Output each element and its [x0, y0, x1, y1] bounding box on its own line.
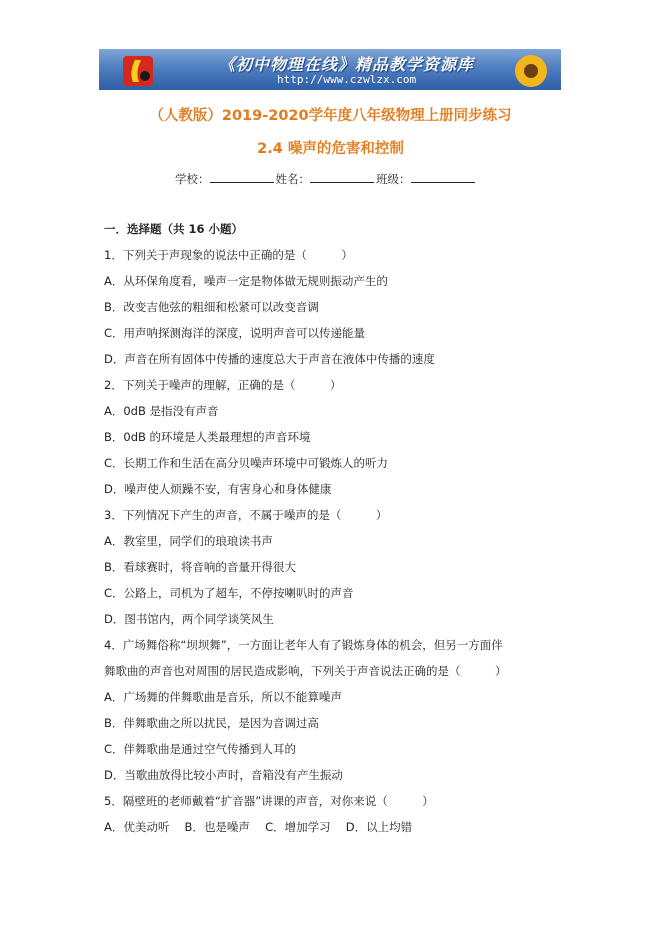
question-line: C．伴舞歌曲是通过空气传播到人耳的 — [104, 742, 297, 756]
question-line: 3．下列情况下产生的声音，不属于噪声的是（ ） — [104, 508, 388, 522]
class-blank — [411, 171, 475, 183]
section-heading: 一．选择题（共 16 小题） — [104, 222, 244, 236]
question-line: 4．广场舞俗称“坝坝舞”，一方面让老年人有了锻炼身体的机会，但另一方面伴 — [104, 638, 503, 652]
header-banner — [99, 49, 561, 90]
question-line: C．长期工作和生活在高分贝噪声环境中可锻炼人的听力 — [104, 456, 389, 470]
question-line: D．噪声使人烦躁不安，有害身心和身体健康 — [104, 482, 332, 496]
question-line: 2．下列关于噪声的理解，正确的是（ ） — [104, 378, 342, 392]
school-blank — [210, 171, 274, 183]
question-line: A．优美动听 B．也是噪声 C．增加学习 D．以上均错 — [104, 820, 413, 834]
name-label: 姓名： — [275, 172, 310, 186]
question-line: D．声音在所有固体中传播的速度总大于声音在液体中传播的速度 — [104, 352, 435, 366]
school-label: 学校： — [175, 172, 210, 186]
question-line: C．用声呐探测海洋的深度，说明声音可以传递能量 — [104, 326, 366, 340]
question-line: B．伴舞歌曲之所以扰民，是因为音调过高 — [104, 716, 319, 730]
banner-title: 《初中物理在线》精品教学资源库 — [219, 55, 475, 74]
logo-icon — [121, 52, 155, 88]
sunflower-icon — [511, 51, 551, 90]
question-line: A．教室里，同学们的琅琅读书声 — [104, 534, 273, 548]
question-line: C．公路上，司机为了超车，不停按喇叭时的声音 — [104, 586, 354, 600]
question-line: 1．下列关于声现象的说法中正确的是（ ） — [104, 248, 353, 262]
question-line: A．广场舞的伴舞歌曲是音乐，所以不能算噪声 — [104, 690, 342, 704]
question-line: B．0dB 的环境是人类最理想的声音环境 — [104, 430, 311, 444]
section-subtitle: 2.4 噪声的危害和控制 — [257, 141, 404, 157]
question-line: A．0dB 是指没有声音 — [104, 404, 219, 418]
question-line: A．从环保角度看，噪声一定是物体做无规则振动产生的 — [104, 274, 388, 288]
question-line: D．当歌曲放得比较小声时，音箱没有产生振动 — [104, 768, 343, 782]
question-line: B．改变吉他弦的粗细和松紧可以改变音调 — [104, 300, 319, 314]
question-line: D．图书馆内，两个同学谈笑风生 — [104, 612, 274, 626]
student-info-line — [175, 171, 477, 187]
banner-url: http://www.czwlzx.com — [277, 73, 417, 86]
question-line: B．看球赛时，将音响的音量开得很大 — [104, 560, 296, 574]
document-title: （人教版）2019-2020学年度八年级物理上册同步练习 — [149, 108, 512, 124]
name-blank — [310, 171, 374, 183]
question-line: 5．隔壁班的老师戴着“扩音器”讲课的声音，对你来说（ ） — [104, 794, 434, 808]
question-line: 舞歌曲的声音也对周围的居民造成影响，下列关于声音说法正确的是（ ） — [104, 664, 507, 678]
class-label: 班级： — [376, 172, 411, 186]
